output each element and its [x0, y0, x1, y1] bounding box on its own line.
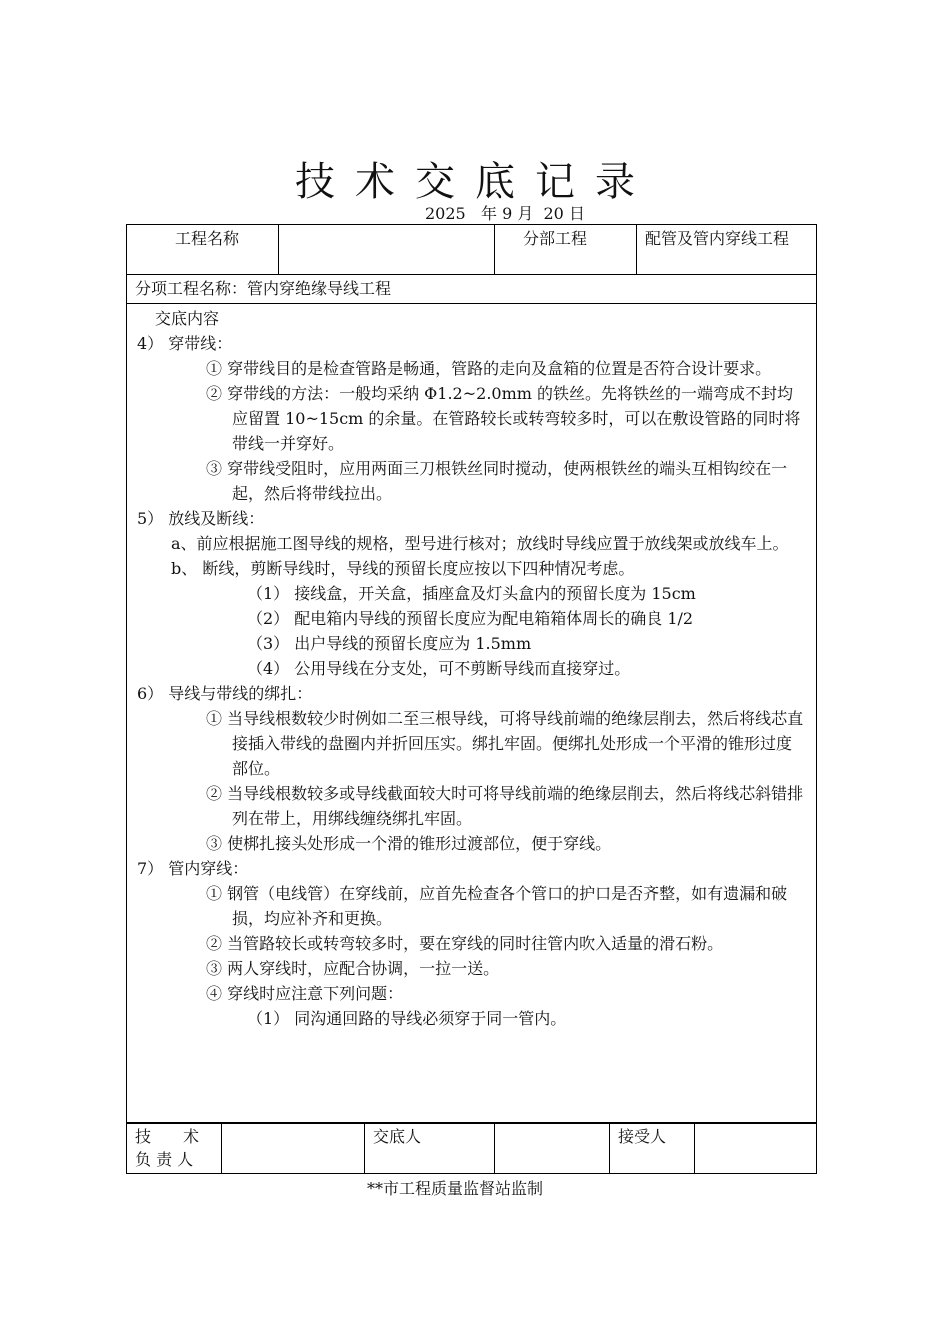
content-line: ② 当管路较长或转弯较多时，要在穿线的同时往管内吹入适量的滑石粉。 — [206, 934, 724, 953]
content-line: （4） 公用导线在分支处，可不剪断导线而直接穿过。 — [247, 659, 631, 678]
subproject-name: 分项工程名称：管内穿绝缘导线工程 — [127, 275, 817, 304]
content-line: ③ 使梆扎接头处形成一个滑的锥形过渡部位，便于穿线。 — [206, 834, 612, 853]
content-line: ④ 穿线时应注意下列问题： — [206, 984, 404, 1003]
discloser-label: 交底人 — [365, 1123, 495, 1174]
content-line: ① 穿带线目的是检查管路是畅通，管路的走向及盒箱的位置是否符合设计要求。 — [206, 359, 772, 378]
content-line: ③ 两人穿线时，应配合协调，一拉一送。 — [206, 959, 500, 978]
receiver-label: 接受人 — [610, 1123, 695, 1174]
content-line: b、 断线，剪断导线时，导线的预留长度应按以下四种情况考虑。 — [171, 559, 635, 578]
tech-lead-value — [222, 1123, 365, 1174]
content-line: 6） 导线与带线的绑扎： — [137, 684, 313, 703]
project-name-value — [279, 225, 495, 275]
tech-lead-label — [127, 1123, 222, 1174]
content-line: （1） 同沟通回路的导线必须穿于同一管内。 — [247, 1009, 567, 1028]
record-table — [126, 224, 817, 1124]
signature-table — [126, 1122, 817, 1174]
content-lines — [137, 331, 806, 1031]
discloser-value — [495, 1123, 610, 1174]
footer-note: **市工程质量监督站监制 — [366, 1179, 543, 1198]
content-line: （2） 配电箱内导线的预留长度应为配电箱箱体周长的确良 1/2 — [247, 609, 694, 628]
content-line: ① 当导线根数较少时例如二至三根导线，可将导线前端的绝缘层削去，然后将线芯直接插入带线的盘圈内并折回压实。绑扎牢固。便绑扎处形成一个平滑的锥形过度部位。 — [206, 709, 804, 778]
content-line: ② 当导线根数较多或导线截面较大时可将导线前端的绝缘层削去，然后将线芯斜错排列在带上，用绑线缠绕绑扎牢固。 — [206, 784, 804, 828]
receiver-value — [695, 1123, 817, 1174]
content-line: 5） 放线及断线： — [137, 509, 265, 528]
content-line: 4） 穿带线： — [137, 334, 233, 353]
content-heading: 交底内容 — [155, 309, 220, 328]
content-line: 7） 管内穿线： — [137, 859, 249, 878]
content-line: a、前应根据施工图导线的规格，型号进行核对；放线时导线应置于放线架或放线车上。 — [171, 534, 789, 553]
project-name-label: 工程名称 — [127, 225, 279, 275]
division-value: 配管及管内穿线工程 — [637, 225, 817, 275]
content-line: ① 钢管（电线管）在穿线前，应首先检查各个管口的护口是否齐整，如有遗漏和破损，均应补齐和更换。 — [206, 884, 788, 928]
content-line: （1） 接线盒，开关盒，插座盒及灯头盒内的预留长度为 15cm — [247, 584, 696, 603]
disclosure-content — [127, 304, 817, 1124]
document-title: 技术交底记录 — [295, 159, 655, 205]
content-line: （3） 出户导线的预留长度应为 1.5mm — [247, 634, 532, 653]
division-label: 分部工程 — [495, 225, 637, 275]
content-line: ③ 穿带线受阻时，应用两面三刀根铁丝同时搅动，使两根铁丝的端头互相钩绞在一起，然后将带线拉出。 — [206, 459, 788, 503]
content-line: ② 穿带线的方法：一般均采纳 Φ1.2~2.0mm 的铁丝。先将铁丝的一端弯成不封均应留置 10~15cm 的余量。在管路较长或转弯较多时，可以在敷设管路的同时将带线一并穿好。 — [206, 384, 801, 453]
document-date: 2025 年 9 月 20 日 — [425, 204, 585, 223]
tech-lead-label-line1: 技 术 — [135, 1127, 200, 1146]
tech-lead-label-line2: 负 责 人 — [135, 1150, 194, 1169]
